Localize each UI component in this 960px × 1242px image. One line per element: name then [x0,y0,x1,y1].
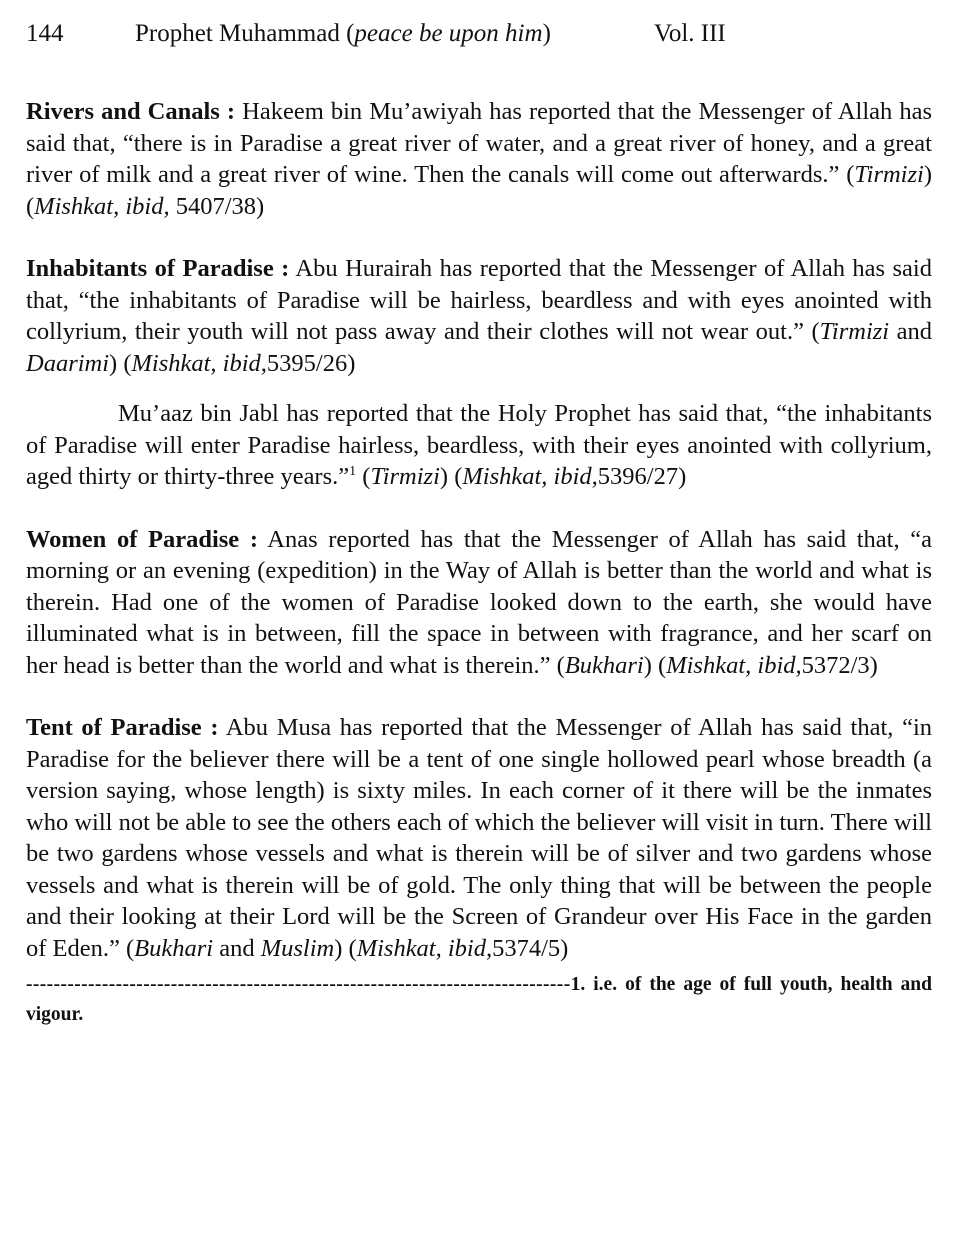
paragraph-tent-of-paradise: Tent of Paradise : Abu Musa has reported that the Messenger of Allah has said that, “in Paradise for the believer there will be a tent of one single hollowed pearl whose breadth (a version saying, whose length) is sixty miles. In each corner of it there will be the inmates who will not be able to see the others each of which the believer will visit in turn. There will be two gardens whose vessels and what is therein will be of silver and two gardens whose vessels and what is therein will be of gold. The only thing that will be between the people and their looking at their Lord will be the Screen of Grandeur over His Face in the garden of Eden.” (Bukhari and Muslim) (Mishkat, ibid,5374/5) [26,714,933,962]
footnote-rule: ------------------------------------------------------------------------------- [26,974,571,995]
footnote-text: 1. i.e. of the age of full youth, health and vigour. [26,974,932,1025]
footnote [26,970,932,1030]
section-heading: Women of Paradise : [26,525,258,553]
paragraph-muaaz-bin-jabl: Mu’aaz bin Jabl has reported that the Holy Prophet has said that, “the inhabitants of Paradise will enter Paradise hairless, beardless, with their eyes anointed with collyrium, aged thirty or thirty-three years.”$^1$ (Tirmizi) (Mishkat, ibid,5396/27) [26,400,932,490]
paragraph-inhabitants-of-paradise: Inhabitants of Paradise : Abu Hurairah has reported that the Messenger of Allah has said that, “the inhabitants of Paradise will be hairless, beardless and with eyes anointed with collyrium, their youth will not pass away and their clothes will not wear out.” (Tirmizi and Daarimi) (Mishkat, ibid,5395/26) [26,255,932,377]
running-title: Prophet Muhammad (peace be upon him) [135,20,551,47]
section-heading: Rivers and Canals : [26,98,236,125]
page-number: 144 [26,20,64,47]
document-page [26,14,932,1030]
section-heading: Tent of Paradise : [26,714,219,741]
volume-label: Vol. III [654,20,726,47]
footnote-marker: 1 [349,463,357,479]
page-header [26,14,932,54]
paragraph-women-of-paradise: Women of Paradise : Anas reported has that the Messenger of Allah has said that, “a morning or an evening (expedition) in the Way of Allah is better than the world and what is therein. Had one of the women of Paradise looked down to the earth, she would have illuminated what is in between, fill the space in between with fragrance, and her scarf on her head is better than the world and what is therein.” (Bukhari) (Mishkat, ibid,5372/3) [26,525,932,679]
paragraph-rivers-and-canals: Rivers and Canals : Hakeem bin Mu’awiyah has reported that the Messenger of Allah has said that, “there is in Paradise a great river of water, and a great river of honey, and a great river of milk and a great river of wine. Then the canals will come out afterwards.” (Tirmizi) (Mishkat, ibid, 5407/38) [26,98,932,220]
section-heading: Inhabitants of Paradise : [26,255,290,282]
